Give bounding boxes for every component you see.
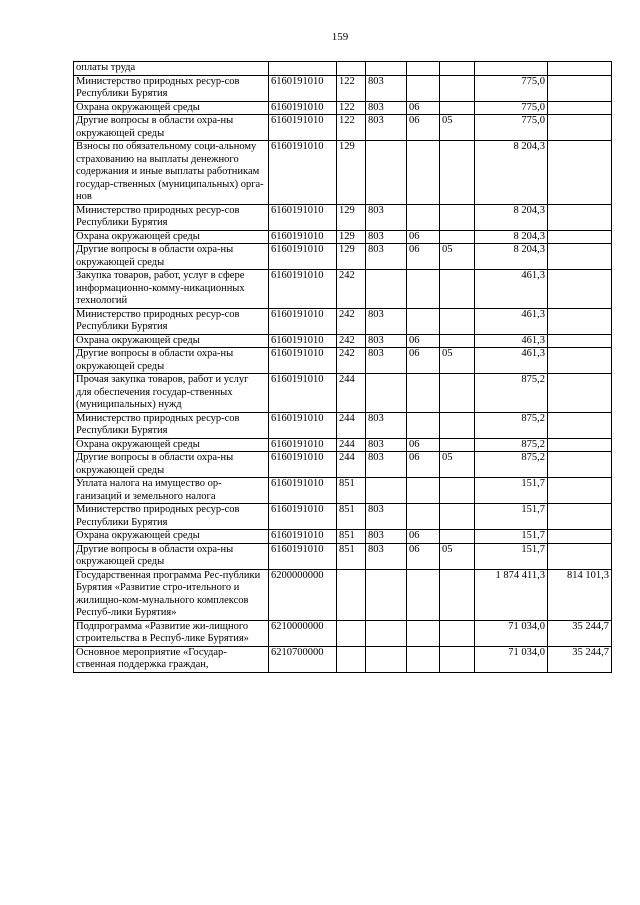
table-row [74, 452, 612, 478]
row-name: Другие вопросы в области охра-ны окружающей среды [74, 348, 269, 374]
amount-1: 775,0 [475, 115, 548, 141]
section-code [407, 270, 440, 309]
ministry-code [366, 62, 407, 76]
ministry-code: 803 [366, 75, 407, 101]
section-code [407, 374, 440, 413]
amount-2 [548, 141, 612, 205]
amount-2: 814 101,3 [548, 569, 612, 620]
target-article-code: 6160191010 [269, 348, 337, 374]
expense-type-code: 129 [337, 141, 366, 205]
table-row [74, 620, 612, 646]
row-name: Другие вопросы в области охра-ны окружающей среды [74, 452, 269, 478]
amount-2 [548, 334, 612, 348]
expense-type-code: 851 [337, 543, 366, 569]
ministry-code: 803 [366, 543, 407, 569]
row-name: Министерство природных ресур-сов Республики Бурятия [74, 204, 269, 230]
amount-1: 875,2 [475, 374, 548, 413]
subsection-code: 05 [440, 115, 475, 141]
amount-1: 461,3 [475, 334, 548, 348]
amount-1: 461,3 [475, 308, 548, 334]
ministry-code: 803 [366, 348, 407, 374]
section-code [407, 308, 440, 334]
ministry-code [366, 569, 407, 620]
target-article-code: 6160191010 [269, 308, 337, 334]
section-code [407, 141, 440, 205]
section-code: 06 [407, 230, 440, 244]
row-name: Подпрограмма «Развитие жи-лищного строительства в Респуб-лике Бурятия» [74, 620, 269, 646]
row-name: Государственная программа Рес-публики Бурятия «Развитие стро-ительного и жилищно-ком-мунального комплексов Респуб-лики Бурятия» [74, 569, 269, 620]
section-code: 06 [407, 348, 440, 374]
subsection-code: 05 [440, 452, 475, 478]
section-code: 06 [407, 530, 440, 544]
row-name: Министерство природных ресур-сов Республики Бурятия [74, 412, 269, 438]
ministry-code [366, 646, 407, 672]
row-name: Охрана окружающей среды [74, 438, 269, 452]
target-article-code [269, 62, 337, 76]
target-article-code: 6160191010 [269, 141, 337, 205]
ministry-code: 803 [366, 244, 407, 270]
page-number: 159 [331, 31, 349, 43]
row-name: Министерство природных ресур-сов Республики Бурятия [74, 504, 269, 530]
row-name: Прочая закупка товаров, работ и услуг для обеспечения государ-ственных (муниципальных) нужд [74, 374, 269, 413]
amount-1: 71 034,0 [475, 646, 548, 672]
section-code [407, 620, 440, 646]
target-article-code: 6160191010 [269, 270, 337, 309]
amount-1: 461,3 [475, 270, 548, 309]
row-name: Охрана окружающей среды [74, 101, 269, 115]
amount-2 [548, 348, 612, 374]
row-name: Охрана окружающей среды [74, 230, 269, 244]
section-code [407, 646, 440, 672]
row-name: Закупка товаров, работ, услуг в сфере информационно-комму-никационных технологий [74, 270, 269, 309]
amount-2 [548, 244, 612, 270]
subsection-code [440, 478, 475, 504]
expense-type-code: 244 [337, 452, 366, 478]
row-name: Основное мероприятие «Государ-ственная поддержка граждан, [74, 646, 269, 672]
section-code [407, 569, 440, 620]
amount-1 [475, 62, 548, 76]
amount-2 [548, 101, 612, 115]
amount-2 [548, 374, 612, 413]
target-article-code: 6160191010 [269, 101, 337, 115]
expense-type-code [337, 646, 366, 672]
amount-2 [548, 438, 612, 452]
ministry-code: 803 [366, 504, 407, 530]
amount-1: 775,0 [475, 101, 548, 115]
subsection-code [440, 101, 475, 115]
amount-1: 8 204,3 [475, 141, 548, 205]
table-row [74, 230, 612, 244]
section-code: 06 [407, 438, 440, 452]
amount-2 [548, 452, 612, 478]
subsection-code [440, 374, 475, 413]
ministry-code: 803 [366, 308, 407, 334]
ministry-code [366, 270, 407, 309]
section-code [407, 204, 440, 230]
amount-1: 461,3 [475, 348, 548, 374]
section-code [407, 504, 440, 530]
ministry-code: 803 [366, 412, 407, 438]
table-row [74, 62, 612, 76]
subsection-code: 05 [440, 348, 475, 374]
table-row [74, 141, 612, 205]
amount-2 [548, 75, 612, 101]
table-row [74, 270, 612, 309]
subsection-code [440, 412, 475, 438]
target-article-code: 6160191010 [269, 244, 337, 270]
expense-type-code: 242 [337, 308, 366, 334]
target-article-code: 6160191010 [269, 438, 337, 452]
subsection-code [440, 530, 475, 544]
section-code [407, 62, 440, 76]
ministry-code: 803 [366, 334, 407, 348]
table-row [74, 412, 612, 438]
table-row [74, 334, 612, 348]
expense-type-code: 129 [337, 230, 366, 244]
amount-2 [548, 530, 612, 544]
expense-type-code: 242 [337, 348, 366, 374]
ministry-code: 803 [366, 230, 407, 244]
table-row [74, 478, 612, 504]
section-code [407, 412, 440, 438]
section-code: 06 [407, 334, 440, 348]
amount-2: 35 244,7 [548, 646, 612, 672]
table-row [74, 101, 612, 115]
table-row [74, 244, 612, 270]
amount-2 [548, 412, 612, 438]
subsection-code [440, 270, 475, 309]
row-name: оплаты труда [74, 62, 269, 76]
expense-type-code: 244 [337, 412, 366, 438]
expense-type-code: 851 [337, 530, 366, 544]
subsection-code [440, 141, 475, 205]
target-article-code: 6160191010 [269, 504, 337, 530]
table-row [74, 543, 612, 569]
subsection-code [440, 646, 475, 672]
section-code: 06 [407, 101, 440, 115]
target-article-code: 6160191010 [269, 452, 337, 478]
subsection-code: 05 [440, 543, 475, 569]
row-name: Другие вопросы в области охра-ны окружающей среды [74, 543, 269, 569]
row-name: Охрана окружающей среды [74, 334, 269, 348]
row-name: Охрана окружающей среды [74, 530, 269, 544]
section-code: 06 [407, 452, 440, 478]
target-article-code: 6160191010 [269, 478, 337, 504]
subsection-code: 05 [440, 244, 475, 270]
amount-2: 35 244,7 [548, 620, 612, 646]
table-row [74, 530, 612, 544]
row-name: Министерство природных ресур-сов Республики Бурятия [74, 75, 269, 101]
amount-2 [548, 230, 612, 244]
target-article-code: 6160191010 [269, 412, 337, 438]
target-article-code: 6160191010 [269, 543, 337, 569]
row-name: Уплата налога на имущество ор-ганизаций и земельного налога [74, 478, 269, 504]
ministry-code [366, 141, 407, 205]
expense-type-code: 244 [337, 438, 366, 452]
ministry-code: 803 [366, 452, 407, 478]
target-article-code: 6210000000 [269, 620, 337, 646]
expense-type-code: 244 [337, 374, 366, 413]
ministry-code [366, 478, 407, 504]
subsection-code [440, 75, 475, 101]
section-code [407, 75, 440, 101]
row-name: Другие вопросы в области охра-ны окружающей среды [74, 244, 269, 270]
target-article-code: 6160191010 [269, 530, 337, 544]
amount-1: 875,2 [475, 412, 548, 438]
amount-1: 1 874 411,3 [475, 569, 548, 620]
target-article-code: 6160191010 [269, 115, 337, 141]
amount-1: 151,7 [475, 530, 548, 544]
target-article-code: 6160191010 [269, 204, 337, 230]
expense-type-code: 242 [337, 270, 366, 309]
ministry-code [366, 374, 407, 413]
table-row [74, 569, 612, 620]
expense-type-code: 122 [337, 101, 366, 115]
ministry-code: 803 [366, 438, 407, 452]
table-row [74, 374, 612, 413]
table-row [74, 504, 612, 530]
expense-type-code [337, 62, 366, 76]
expense-type-code [337, 620, 366, 646]
table-row [74, 438, 612, 452]
expense-type-code: 242 [337, 334, 366, 348]
subsection-code [440, 620, 475, 646]
expense-type-code: 851 [337, 504, 366, 530]
subsection-code [440, 62, 475, 76]
section-code [407, 478, 440, 504]
row-name: Министерство природных ресур-сов Республики Бурятия [74, 308, 269, 334]
amount-1: 71 034,0 [475, 620, 548, 646]
expense-type-code: 129 [337, 244, 366, 270]
ministry-code [366, 620, 407, 646]
amount-2 [548, 543, 612, 569]
section-code: 06 [407, 244, 440, 270]
table-row [74, 75, 612, 101]
section-code: 06 [407, 543, 440, 569]
ministry-code: 803 [366, 101, 407, 115]
amount-2 [548, 504, 612, 530]
ministry-code: 803 [366, 530, 407, 544]
amount-1: 875,2 [475, 438, 548, 452]
target-article-code: 6160191010 [269, 75, 337, 101]
amount-2 [548, 478, 612, 504]
amount-1: 151,7 [475, 504, 548, 530]
subsection-code [440, 308, 475, 334]
target-article-code: 6160191010 [269, 334, 337, 348]
expense-type-code: 129 [337, 204, 366, 230]
amount-2 [548, 62, 612, 76]
subsection-code [440, 504, 475, 530]
subsection-code [440, 334, 475, 348]
table-row [74, 204, 612, 230]
amount-2 [548, 308, 612, 334]
expense-type-code: 851 [337, 478, 366, 504]
amount-1: 151,7 [475, 478, 548, 504]
amount-2 [548, 204, 612, 230]
table-row [74, 115, 612, 141]
subsection-code [440, 438, 475, 452]
amount-1: 875,2 [475, 452, 548, 478]
section-code: 06 [407, 115, 440, 141]
subsection-code [440, 569, 475, 620]
amount-1: 775,0 [475, 75, 548, 101]
target-article-code: 6160191010 [269, 374, 337, 413]
table-row [74, 348, 612, 374]
row-name: Другие вопросы в области охра-ны окружающей среды [74, 115, 269, 141]
subsection-code [440, 204, 475, 230]
ministry-code: 803 [366, 204, 407, 230]
expense-type-code [337, 569, 366, 620]
amount-2 [548, 115, 612, 141]
amount-1: 8 204,3 [475, 244, 548, 270]
row-name: Взносы по обязательному соци-альному страхованию на выплаты денежного содержания и иные выплаты работникам государ-ственных (муниципальных) орга-нов [74, 141, 269, 205]
ministry-code: 803 [366, 115, 407, 141]
amount-1: 8 204,3 [475, 230, 548, 244]
expense-type-code: 122 [337, 75, 366, 101]
amount-1: 151,7 [475, 543, 548, 569]
expense-type-code: 122 [337, 115, 366, 141]
table-row [74, 646, 612, 672]
amount-2 [548, 270, 612, 309]
target-article-code: 6160191010 [269, 230, 337, 244]
target-article-code: 6200000000 [269, 569, 337, 620]
subsection-code [440, 230, 475, 244]
budget-table [73, 61, 612, 673]
target-article-code: 6210700000 [269, 646, 337, 672]
table-row [74, 308, 612, 334]
amount-1: 8 204,3 [475, 204, 548, 230]
